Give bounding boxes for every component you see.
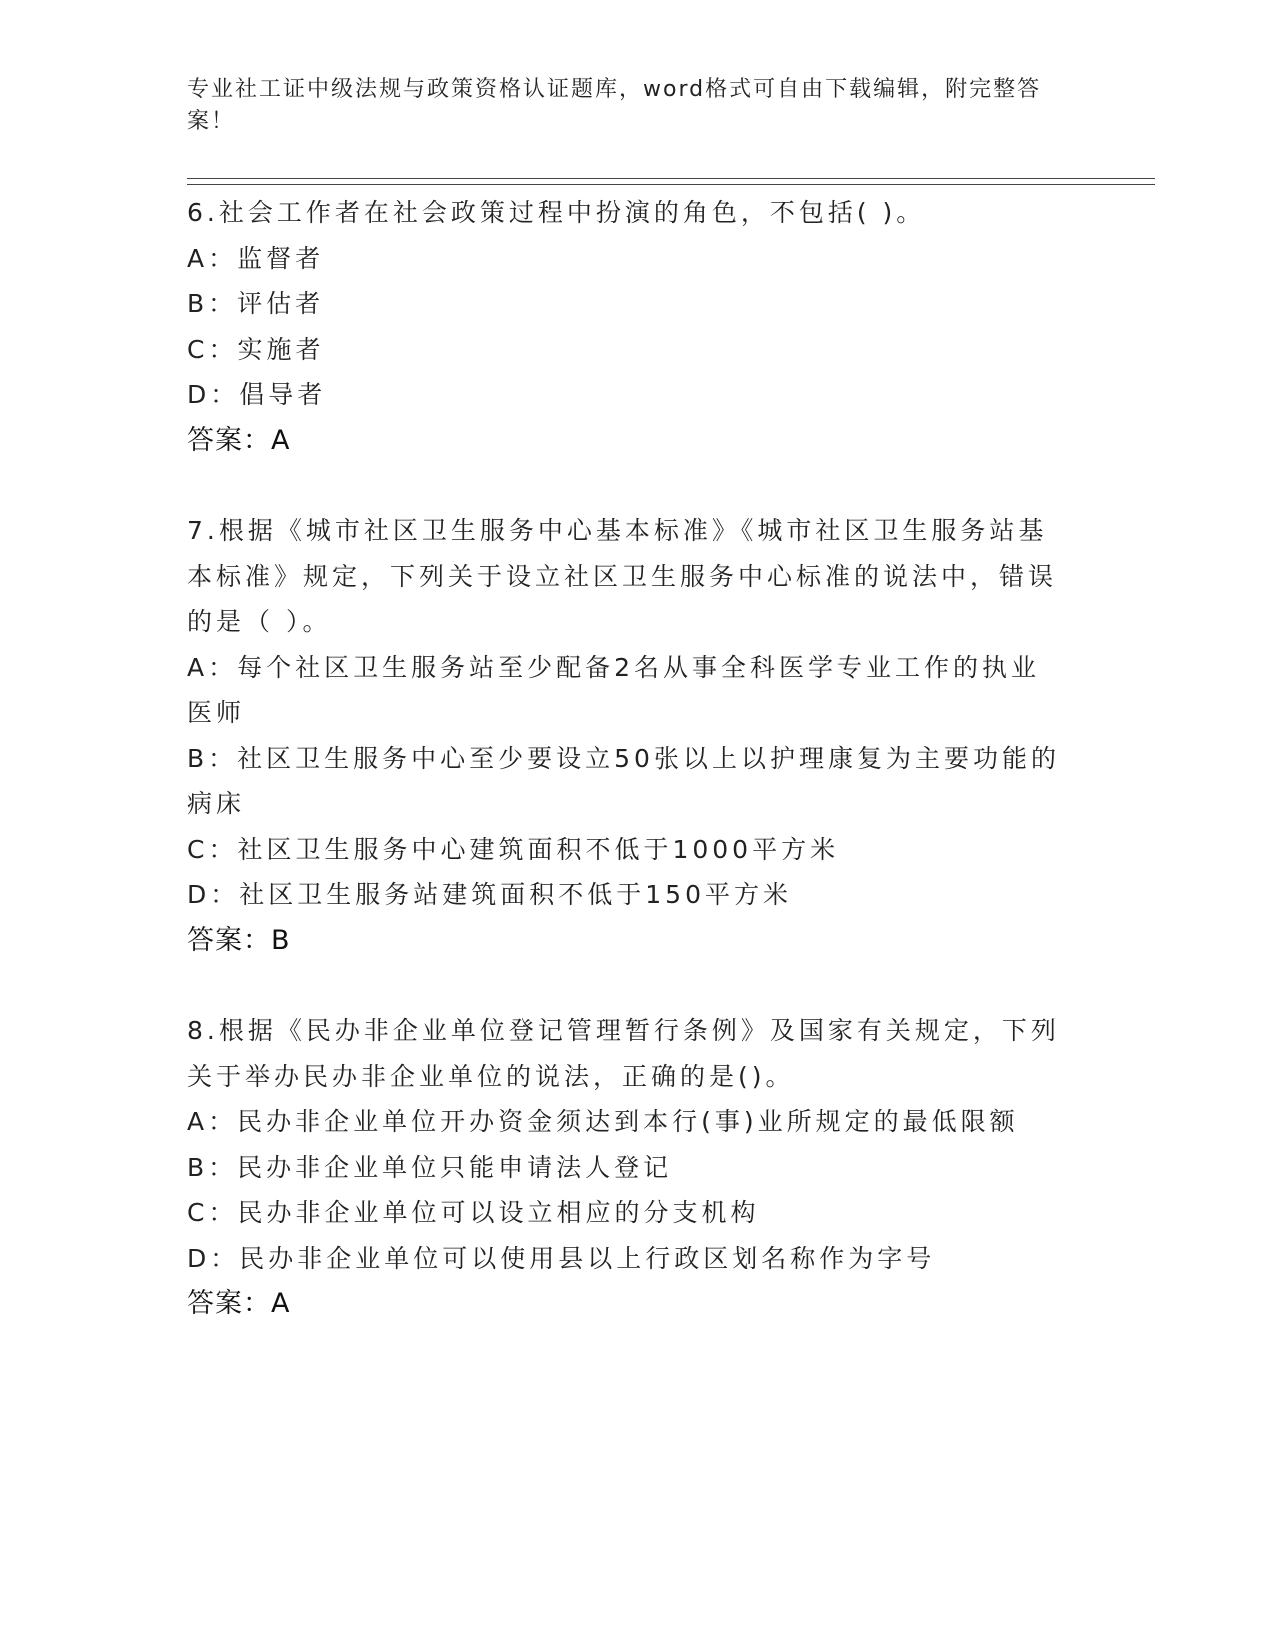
- answer-line: 答案：A: [187, 424, 291, 456]
- option-a: A：民办非企业单位开办资金须达到本行(事)业所规定的最低限额: [187, 1107, 1019, 1136]
- answer-line: 答案：B: [187, 924, 291, 956]
- option-b: B：民办非企业单位只能申请法人登记: [187, 1152, 673, 1182]
- option-d: D：倡导者: [187, 380, 327, 409]
- question-stem: 6.社会工作者在社会政策过程中扮演的角色，不包括( )。: [187, 198, 926, 227]
- option-c: C：实施者: [187, 334, 325, 364]
- option-c: C：社区卫生服务中心建筑面积不低于1000平方米: [187, 834, 840, 864]
- header-divider: [187, 178, 1155, 185]
- option-a: A：监督者: [187, 243, 325, 273]
- option-d: D：社区卫生服务站建筑面积不低于150平方米: [187, 880, 792, 909]
- option-b: B：评估者: [187, 289, 325, 318]
- question-spacer: [187, 963, 1067, 1008]
- option-d: D：民办非企业单位可以使用县以上行政区划名称作为字号: [187, 1243, 936, 1273]
- option-a: A：每个社区卫生服务站至少配备2名从事全科医学专业工作的执业医师: [187, 652, 1041, 727]
- question-stem: 8.根据《民办非企业单位登记管理暂行条例》及国家有关规定，下列关于举办民办非企业单位的说法，正确的是()。: [187, 1016, 1060, 1091]
- answer-line: 答案：A: [187, 1288, 291, 1319]
- question-spacer: [187, 463, 1067, 508]
- question-6: [187, 190, 1067, 463]
- document-header: 专业社工证中级法规与政策资格认证题库，word格式可自由下载编辑，附完整答案！: [187, 77, 1042, 134]
- question-7: [187, 508, 1067, 963]
- question-list: [187, 190, 1067, 1327]
- question-8: [187, 1008, 1067, 1327]
- option-b: B：社区卫生服务中心至少要设立50张以上以护理康复为主要功能的病床: [187, 743, 1060, 818]
- option-c: C：民办非企业单位可以设立相应的分支机构: [187, 1198, 760, 1227]
- question-stem: 7.根据《城市社区卫生服务中心基本标准》《城市社区卫生服务站基本标准》规定，下列关于设立社区卫生服务中心标准的说法中，错误的是（ ）。: [187, 516, 1058, 636]
